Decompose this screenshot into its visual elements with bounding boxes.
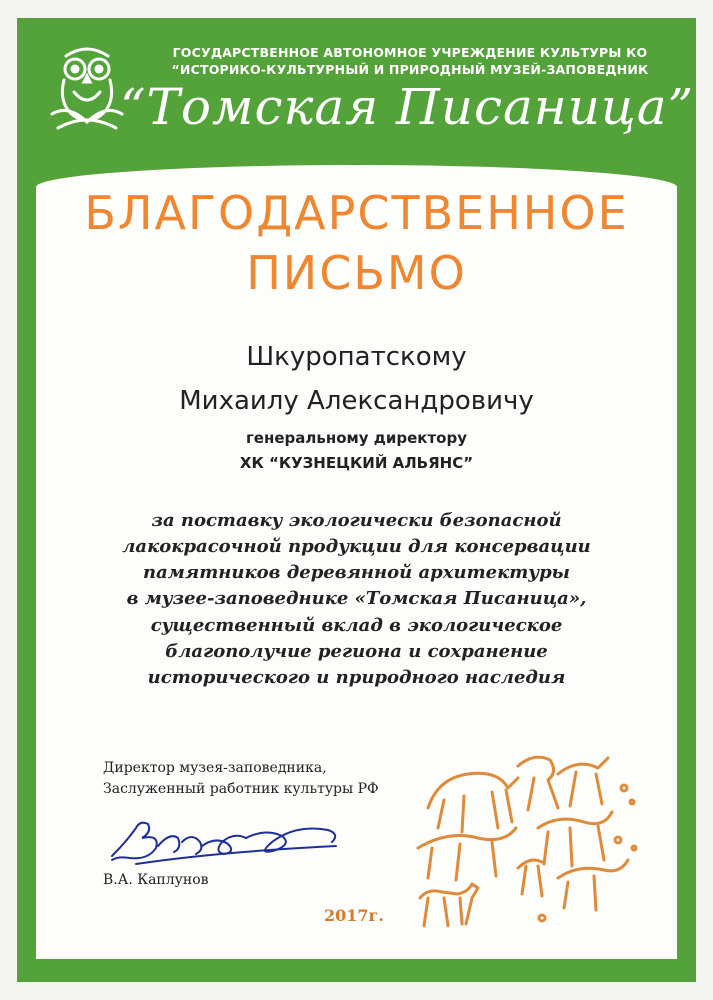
handwritten-signature bbox=[106, 812, 346, 872]
reason-line: исторического и природного наследия bbox=[147, 667, 566, 688]
reason-line: существенный вклад в экологическое bbox=[150, 615, 563, 636]
reason-line: лакокрасочной продукции для консервации bbox=[122, 536, 591, 557]
signatory-title-line1: Директор музея-заповедника, bbox=[103, 760, 327, 776]
document-year: 2017г. bbox=[324, 906, 384, 925]
header-org-line1: ГОСУДАРСТВЕННОЕ АВТОНОМНОЕ УЧРЕЖДЕНИЕ КУЛЬТУРЫ КО bbox=[172, 45, 648, 60]
signatory-title-line2: Заслуженный работник культуры РФ bbox=[103, 781, 379, 797]
museum-name: “Томская Писаница” bbox=[120, 78, 695, 136]
reason-line: в музее-заповеднике «Томская Писаница», bbox=[126, 588, 587, 609]
recipient-name: Михаилу Александровичу bbox=[179, 386, 534, 416]
header-org-line2: “ИСТОРИКО-КУЛЬТУРНЫЙ И ПРИРОДНЫЙ МУЗЕЙ-ЗАПОВЕДНИК bbox=[171, 62, 649, 77]
document-title-line1: БЛАГОДАРСТВЕННОЕ bbox=[84, 186, 629, 240]
document-title-line2: ПИСЬМО bbox=[246, 246, 467, 300]
owl-logo-icon bbox=[44, 42, 130, 132]
reason-line: благополучие региона и сохранение bbox=[165, 641, 548, 662]
recipient-company: ХК “КУЗНЕЦКИЙ АЛЬЯНС” bbox=[239, 454, 474, 472]
petroglyph-illustration bbox=[408, 748, 648, 948]
reason-line: памятников деревянной архитектуры bbox=[143, 562, 570, 583]
recipient-position: генеральному директору bbox=[245, 429, 468, 447]
recipient-surname: Шкуропатскому bbox=[246, 342, 467, 372]
reason-line: за поставку экологически безопасной bbox=[151, 510, 562, 531]
signatory-name: В.А. Каплунов bbox=[103, 872, 209, 888]
